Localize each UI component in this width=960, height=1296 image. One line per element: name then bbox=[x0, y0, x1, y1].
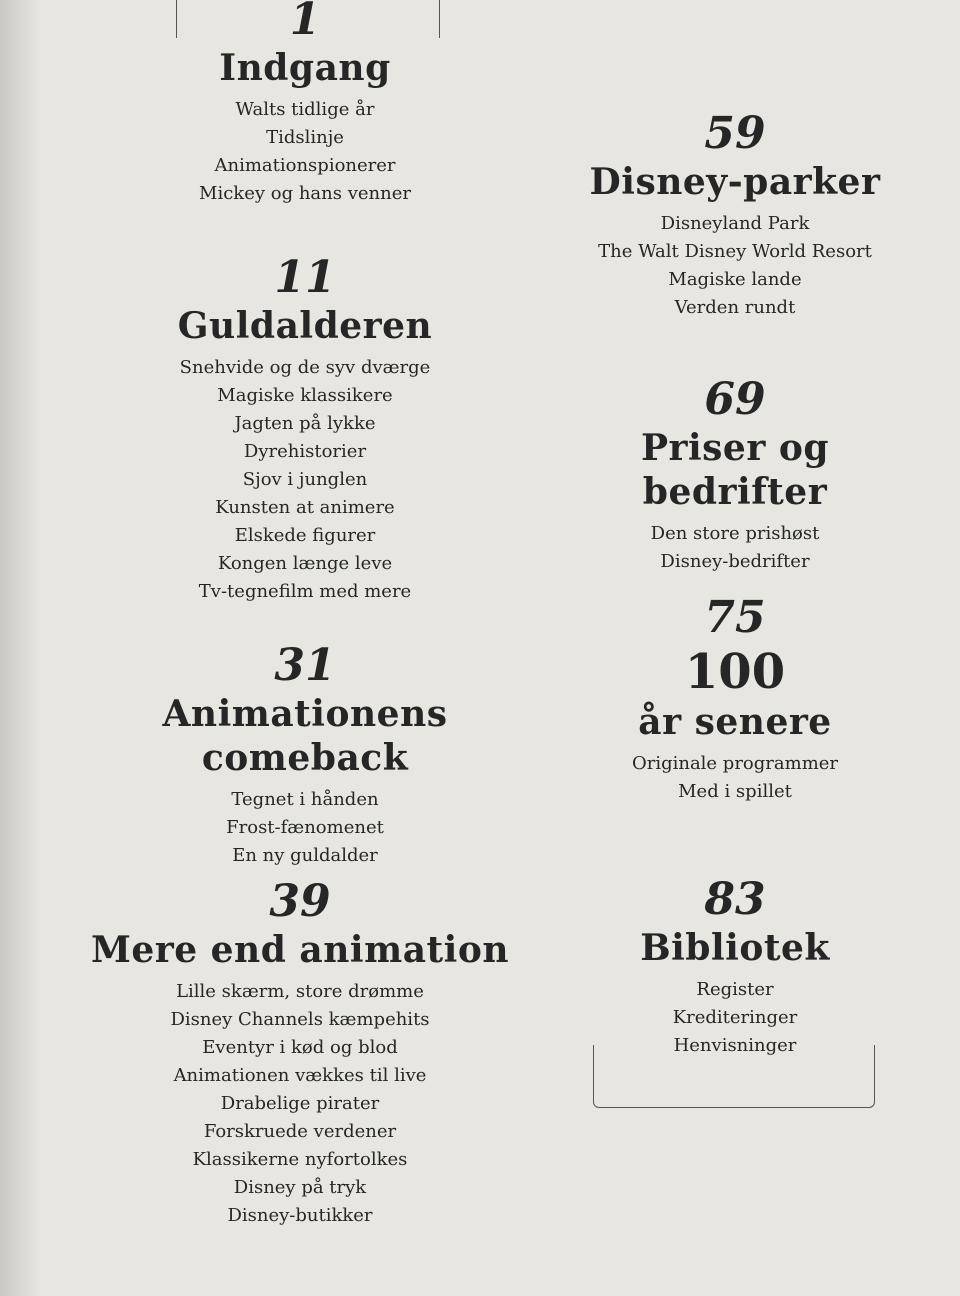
section-title: Mere end animation bbox=[90, 929, 510, 971]
page-number: 69 bbox=[704, 374, 766, 425]
subsection-item: Med i spillet bbox=[678, 781, 792, 802]
subsection-item: Register bbox=[696, 979, 774, 1000]
subsection-item: Henvisninger bbox=[673, 1035, 797, 1056]
toc-section-bibliotek bbox=[555, 874, 915, 1060]
page-number: 11 bbox=[274, 252, 336, 303]
subsection-list bbox=[80, 978, 520, 1230]
subsection-item: Klassikerne nyfortolkes bbox=[192, 1149, 408, 1170]
subsection-item: Forskruede verdener bbox=[203, 1121, 397, 1142]
subsection-item: The Walt Disney World Resort bbox=[598, 241, 872, 262]
subsection-list bbox=[555, 210, 915, 322]
subsection-item: Mickey og hans venner bbox=[199, 183, 411, 204]
subsection-list bbox=[90, 96, 520, 208]
section-title-number: 100 bbox=[684, 644, 786, 700]
subsection-item: Animationen vækkes til live bbox=[173, 1065, 427, 1086]
subsection-list bbox=[90, 354, 520, 606]
subsection-item: Magiske lande bbox=[668, 269, 802, 290]
subsection-item: Snehvide og de syv dværge bbox=[179, 357, 431, 378]
subsection-item: Lille skærm, store drømme bbox=[176, 981, 424, 1002]
toc-section-disney-parker bbox=[555, 108, 915, 322]
subsection-item: Kunsten at animere bbox=[215, 497, 395, 518]
section-title: Bibliotek bbox=[640, 927, 830, 969]
toc-section-guldalderen bbox=[90, 252, 520, 606]
subsection-item: Originale programmer bbox=[631, 753, 839, 774]
subsection-item: Tegnet i hånden bbox=[231, 789, 379, 810]
section-title: Priser og bedrifter bbox=[640, 427, 830, 513]
subsection-list bbox=[545, 520, 925, 576]
subsection-item: Magiske klassikere bbox=[217, 385, 393, 406]
page-number: 75 bbox=[704, 592, 766, 643]
subsection-item: Drabelige pirater bbox=[220, 1093, 380, 1114]
page-number: 1 bbox=[289, 0, 321, 45]
toc-section-100-aar-senere bbox=[555, 592, 915, 806]
subsection-item: Disney-butikker bbox=[227, 1205, 373, 1226]
toc-section-priser-og-bedrifter bbox=[545, 374, 925, 576]
toc-section-indgang bbox=[90, 0, 520, 208]
subsection-item: Disney Channels kæmpehits bbox=[170, 1009, 430, 1030]
subsection-item: Tv-tegnefilm med mere bbox=[198, 581, 412, 602]
subsection-item: Verden rundt bbox=[674, 297, 796, 318]
subsection-item: Disney på tryk bbox=[233, 1177, 367, 1198]
subsection-item: Krediteringer bbox=[672, 1007, 798, 1028]
section-title: år senere bbox=[638, 701, 832, 743]
subsection-item: Sjov i junglen bbox=[242, 469, 368, 490]
toc-section-animationens-comeback bbox=[60, 640, 550, 870]
section-title: Animationens comeback bbox=[162, 693, 448, 779]
section-title: Disney-parker bbox=[589, 161, 881, 203]
subsection-item: Animationspionerer bbox=[214, 155, 396, 176]
subsection-item: Eventyr i kød og blod bbox=[202, 1037, 398, 1058]
subsection-item: Disney-bedrifter bbox=[660, 551, 810, 572]
subsection-item: Den store prishøst bbox=[650, 523, 820, 544]
subsection-item: Walts tidlige år bbox=[235, 99, 375, 120]
page-number: 83 bbox=[704, 874, 766, 925]
page-number: 31 bbox=[274, 640, 336, 691]
subsection-item: En ny guldalder bbox=[232, 845, 378, 866]
subsection-item: Kongen længe leve bbox=[217, 553, 393, 574]
section-title: Indgang bbox=[219, 47, 391, 89]
subsection-item: Tidslinje bbox=[266, 127, 344, 148]
subsection-item: Disneyland Park bbox=[660, 213, 810, 234]
subsection-item: Jagten på lykke bbox=[234, 413, 376, 434]
toc-section-mere-end-animation bbox=[80, 876, 520, 1230]
subsection-list bbox=[60, 786, 550, 870]
page-gutter-shadow bbox=[0, 0, 40, 1296]
subsection-list bbox=[555, 976, 915, 1060]
subsection-item: Frost-fænomenet bbox=[226, 817, 384, 838]
subsection-list bbox=[555, 750, 915, 806]
page-number: 39 bbox=[269, 876, 331, 927]
subsection-item: Elskede figurer bbox=[234, 525, 376, 546]
page-number: 59 bbox=[704, 108, 766, 159]
subsection-item: Dyrehistorier bbox=[243, 441, 367, 462]
section-title: Guldalderen bbox=[177, 305, 433, 347]
